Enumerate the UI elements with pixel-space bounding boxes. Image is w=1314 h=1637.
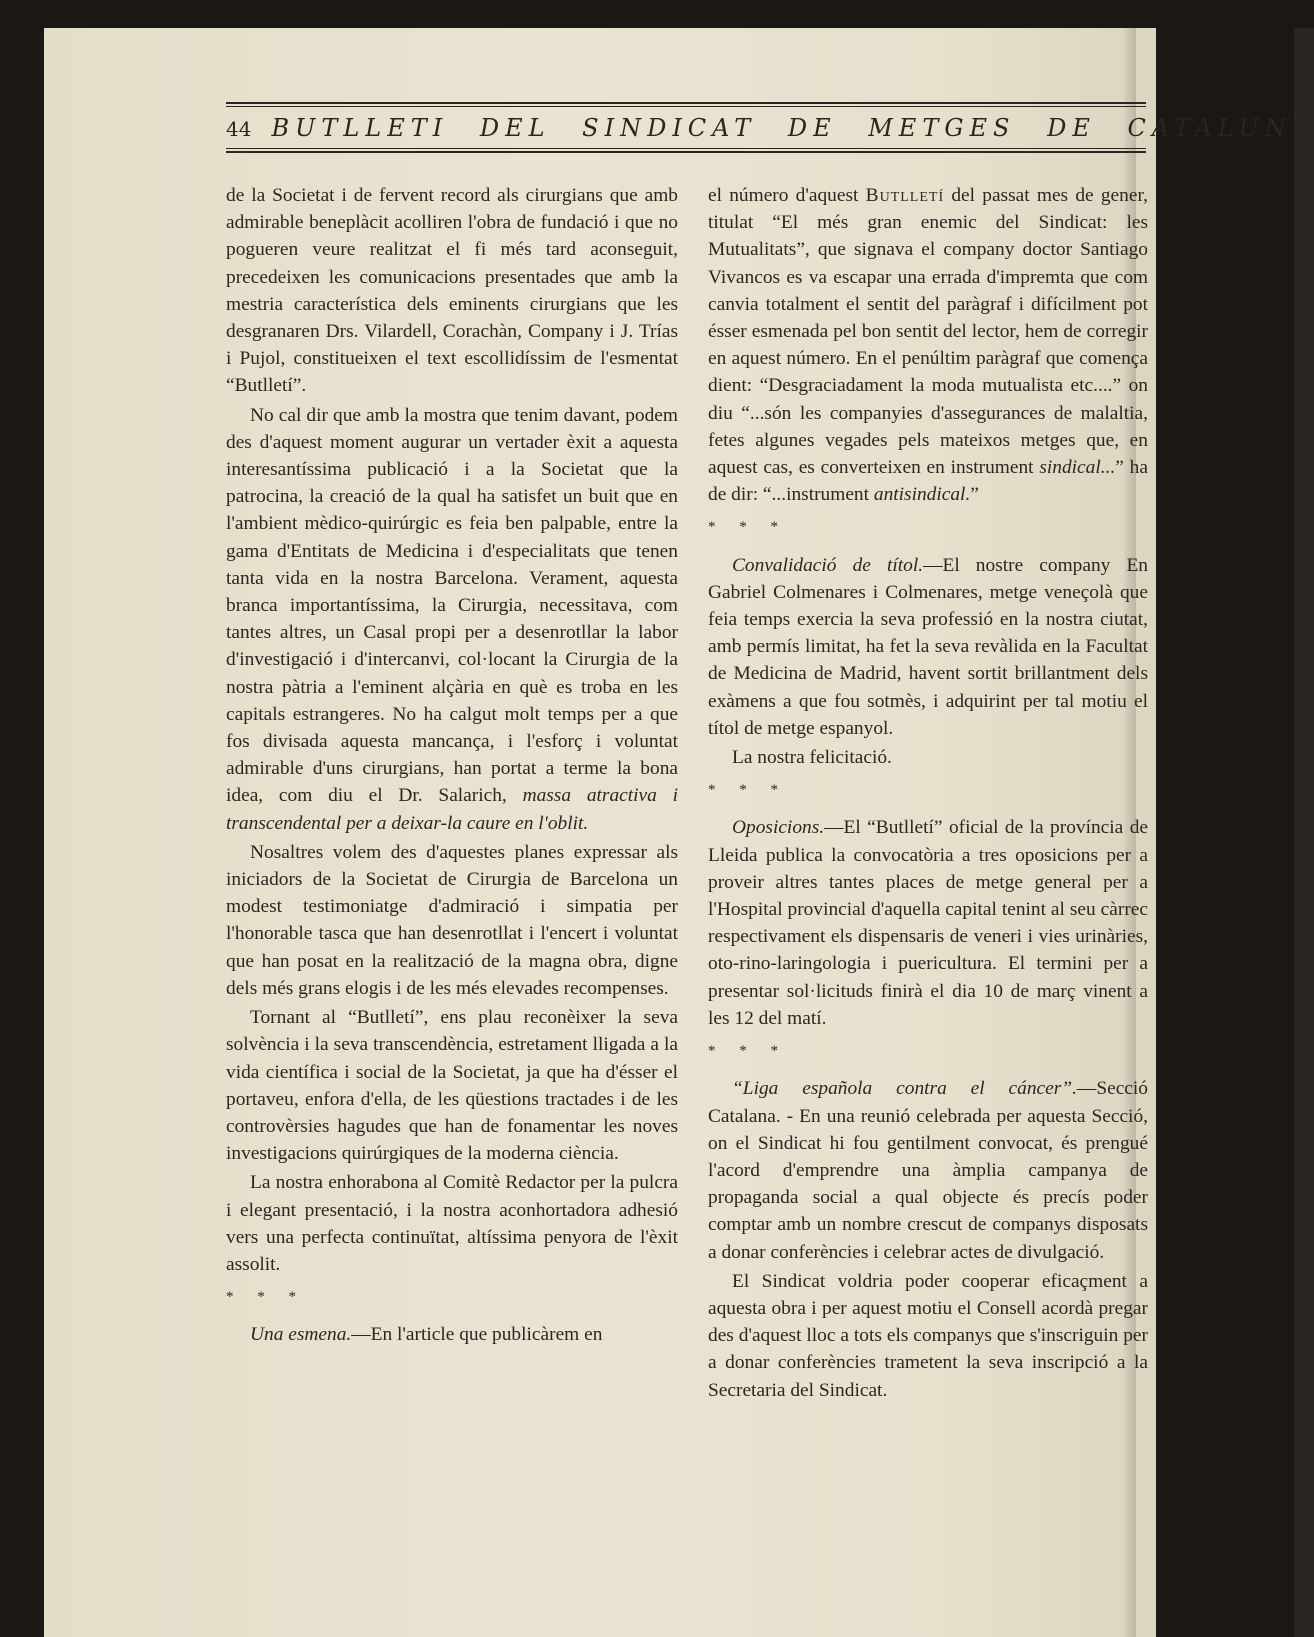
section-title: Una esmena.	[250, 1324, 352, 1346]
paragraph-text: el número d'aquest	[708, 185, 866, 206]
paragraph: La nostra enhorabona al Comitè Redactor per la pulcra i elegant presentació, i la nostra aconhortadora adhesió vers una perfecta continuïtat, altíssima penyora de l'èxit assolit.	[226, 1172, 678, 1275]
paragraph: Nosaltres volem des d'aquestes planes expressar als iniciadors de la Societat de Cirurgia de Barcelona un modest testimoniatge d'admiració i simpatia per l'honorable tasca que han desenrotllat i l'encert i voluntat que han posat en la realització de la magna obra, digne dels més grans elogis i de les més elevades recompenses.	[226, 841, 678, 999]
paragraph	[226, 1321, 678, 1348]
section-separator: * * *	[708, 782, 788, 799]
paragraph-text: —En l'article que publicàrem en	[351, 1324, 603, 1346]
section-title: Convalidació de títol.	[732, 554, 924, 576]
paragraph-text: ” ha de dir: “...instrument	[708, 457, 1148, 506]
right-column	[708, 182, 1148, 1404]
paragraph	[708, 182, 1148, 508]
paragraph: La nostra felicitació.	[732, 747, 892, 769]
paragraph	[708, 1075, 1148, 1265]
paragraph	[226, 402, 678, 837]
emphasis: sindical...	[1039, 457, 1116, 479]
header-rule	[226, 148, 1146, 149]
paragraph-text: —Secció Catalana. - En una reunió celebrada per aquesta Secció, on el Sindicat hi fou gentilment convocat, és prengué l'acord d'emprendre una àmplia campanya de propaganda social a qual objecte és precís poder comptar amb un nombre crescut de companys disposats a donar conferències i celebrar actes de divulgació.	[708, 1078, 1148, 1263]
paragraph-text: —El “Butlletí” oficial de la província de Lleida publica la convocatòria a tres oposicions per a proveir altres tantes places de metge general per a l'Hospital provincial d'aquella capital tenint al seu càrrec respectivament els dispensaris de veneri i vies urinàries, oto-rino-laringologia i puericultura. El termini per a presentar sol·licituds finirà el dia 10 de març vinent a les 12 del matí.	[708, 817, 1148, 1029]
quote-italic: massa atractiva i transcendental per a deixar-la caure en l'oblit.	[226, 785, 678, 834]
left-column	[226, 182, 678, 1349]
paragraph-text: del passat mes de gener, titulat “El més gran enemic del Sindicat: les Mutualitats”, que signava el company doctor Santiago Vivancos es va escapar una errada d'impremta que com canvia totalment el sentit del paràgraf i difícilment pot ésser esmenada pel bon sentit del lector, hem de corregir en aquest número. En el penúltim paràgraf que comença dient: “Desgraciadament la moda mutualista etc....” on diu “...són les companyies d'assegurances de malaltia, fetes algunes vegades pels mateixos metges que, en aquest cas, es converteixen en instrument	[708, 185, 1148, 479]
paragraph-text: No cal dir que amb la mostra que tenim davant, podem des d'aquest moment augurar un vertader èxit a aquesta interesantíssima publicació i a la Societat que la patrocina, la creació de la qual ha satisfet un buit que en l'ambient mèdico-quirúrgic es feia ben palpable, entre la gama d'Entitats de Medicina i d'especialitats que tenen tanta vida en la nostra Barcelona. Verament, aquesta branca importantíssima, la Cirurgia, necessitava, com tantes altres, un Casal propi per a desenrotllar la labor d'investigació i d'intercanvi, col·locant la Cirurgia de la nostra pàtria a l'eminent alçària en què es troba en les capitals estrangeres. No ha calgut molt temps per a que fos divisada aquesta mancança, i l'esforç i voluntat admirable d'uns cirurgians, han portat a terme la bona idea, com diu el Dr. Salarich,	[226, 404, 678, 807]
emphasis: antisindical.	[873, 484, 971, 506]
header-line	[226, 114, 1314, 142]
running-title: BUTLLETI DEL SINDICAT DE METGES DE CATALUNY	[271, 114, 1314, 142]
section-separator: * * *	[226, 1289, 306, 1306]
scan-border	[1294, 28, 1314, 1637]
paragraph: El Sindicat voldria poder cooperar eficaçment a aquesta obra i per aquest motiu el Consell acordà pregar des d'aquest lloc a tots els companys que s'inscriguin per a donar conferències trametent la seva inscripció a la Secretaria del Sindicat.	[708, 1270, 1148, 1401]
paragraph-text: —El nostre company En Gabriel Colmenares i Colmenares, metge veneçolà que feia temps exercia la seva professió en la nostra ciutat, amb permís limitat, ha fet la seva revàlida en la Facultat de Medicina de Madrid, havent sortit brillantment dels exàmens a que fou sotmès, i adquirint per tal motiu el títol de metge espanyol.	[708, 554, 1148, 739]
publication-name: Butlletí	[865, 185, 945, 206]
paragraph	[708, 814, 1148, 1032]
section-title: “Liga española contra el cáncer”.	[732, 1078, 1077, 1100]
page-number: 44	[226, 117, 252, 141]
header-rule	[226, 151, 1146, 153]
paragraph: Tornant al “Butlletí”, ens plau reconèixer la seva solvència i la seva transcendència, estretament lligada a la vida científica i social de la Societat, ja que ha d'ésser el portaveu, enfora d'ella, de les qüestions tractades i de les controvèrsies hagudes que han de fonamentar les noves investigacions quirúrgiques de la moderna ciència.	[226, 1007, 678, 1165]
paragraph: de la Societat i de fervent record als cirurgians que amb admirable beneplàcit acolliren l'obra de fundació i que no pogueren veure realitzat el fi més tard aconseguit, precedeixen les comunicacions presentades que amb la mestria característica dels eminents cirurgians que les desgranaren Drs. Vilardell, Corachàn, Company i J. Trías i Pujol, constitueixen el text escollidíssim de l'esmentat “Butlletí”.	[226, 185, 678, 397]
section-title: Oposicions.	[732, 817, 825, 839]
section-separator: * * *	[708, 1043, 788, 1060]
paragraph	[708, 552, 1148, 742]
paragraph-text: ”	[970, 484, 979, 506]
header-rule	[226, 102, 1146, 104]
section-separator: * * *	[708, 519, 788, 536]
page-header	[226, 102, 1314, 162]
header-rule	[226, 106, 1146, 107]
